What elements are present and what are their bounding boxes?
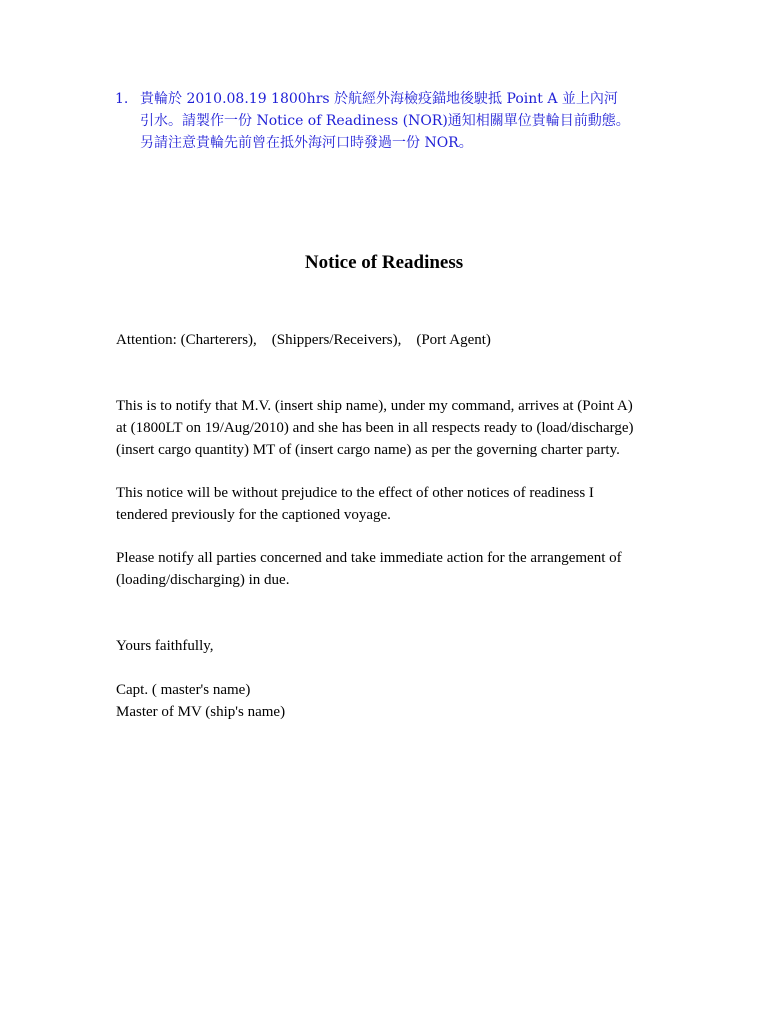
paragraph-line: (loading/discharging) in due. <box>116 572 290 588</box>
notice-paragraph <box>116 395 634 461</box>
instruction-number: 1. <box>115 91 129 107</box>
instruction-note <box>115 88 675 154</box>
attention-agent: (Port Agent) <box>416 332 491 348</box>
paragraph-line: This is to notify that M.V. (insert ship name), under my command, arrives at (Point A) <box>116 398 633 414</box>
paragraph-line: at (1800LT on 19/Aug/2010) and she has been in all respects ready to (load/discharge) <box>116 420 634 436</box>
attention-charterers: Attention: (Charterers), <box>116 332 257 348</box>
action-paragraph <box>116 547 622 591</box>
paragraph-line: Please notify all parties concerned and take immediate action for the arrangement of <box>116 550 622 566</box>
paragraph-line: (insert cargo quantity) MT of (insert cargo name) as per the governing charter party. <box>116 442 620 458</box>
attention-shippers: (Shippers/Receivers), <box>271 332 402 348</box>
instruction-line: 引水。請製作一份 Notice of Readiness (NOR)通知相關單位貴輪目前動態。 <box>140 113 630 129</box>
instruction-line: 貴輪於 2010.08.19 1800hrs 於航經外海檢疫錨地後駛抵 Point A 並上內河 <box>140 91 618 107</box>
attention-line <box>116 329 491 351</box>
prejudice-paragraph <box>116 482 594 526</box>
signature-name: Capt. ( master's name) <box>116 682 251 698</box>
closing-line: Yours faithfully, <box>116 638 214 654</box>
paragraph-line: This notice will be without prejudice to the effect of other notices of readiness I <box>116 485 594 501</box>
document-title: Notice of Readiness <box>304 252 464 273</box>
signature-title: Master of MV (ship's name) <box>116 704 286 720</box>
instruction-line: 另請注意貴輪先前曾在抵外海河口時發過一份 NOR。 <box>140 135 473 151</box>
paragraph-line: tendered previously for the captioned voyage. <box>116 507 391 523</box>
